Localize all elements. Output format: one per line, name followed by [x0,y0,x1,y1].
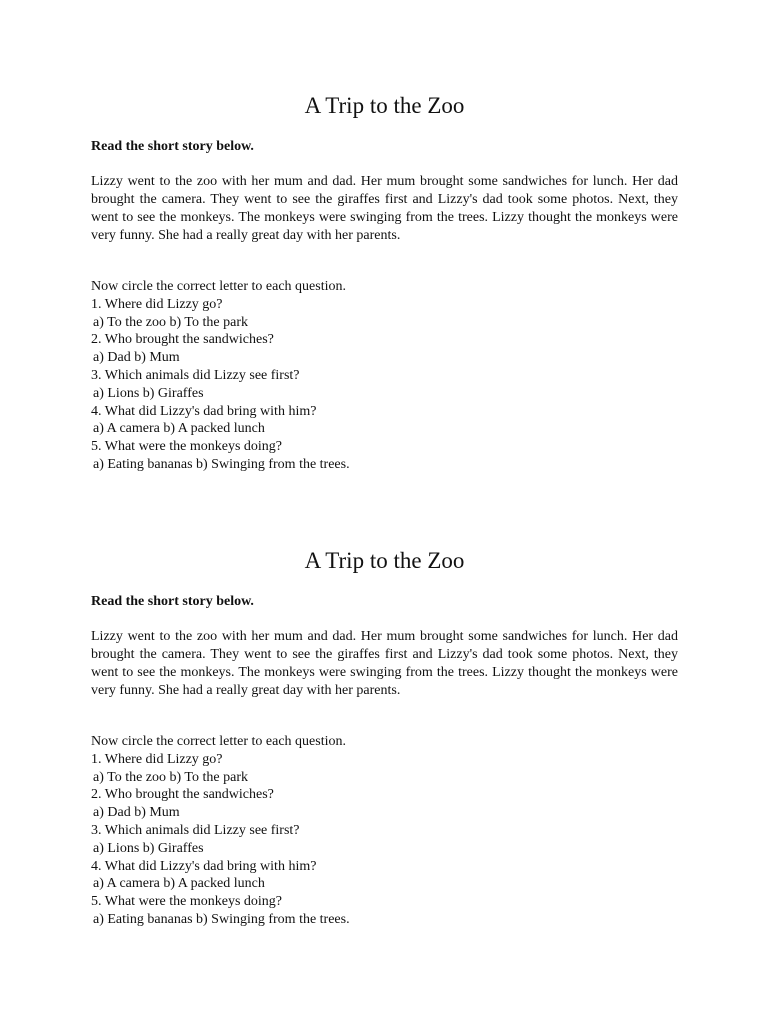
answer-options-1: a) To the zoo b) To the park [93,314,248,330]
answer-options-4: a) A camera b) A packed lunch [93,421,265,437]
worksheet-title: A Trip to the Zoo [304,93,465,118]
answer-options-1: a) To the zoo b) To the park [93,769,248,785]
answer-options-4: a) A camera b) A packed lunch [93,876,265,892]
quiz-block [91,733,678,929]
question-1: 1. Where did Lizzy go? [91,296,223,312]
answer-options-5: a) Eating bananas b) Swinging from the trees. [93,456,350,472]
question-4: 4. What did Lizzy's dad bring with him? [91,858,317,874]
quiz-intro: Now circle the correct letter to each question. [91,279,346,294]
question-3: 3. Which animals did Lizzy see first? [91,367,300,383]
question-2: 2. Who brought the sandwiches? [91,787,274,803]
worksheet-section-1 [91,92,678,474]
story-paragraph: Lizzy went to the zoo with her mum and dad. Her mum brought some sandwiches for lunch. Her dad brought the camera. They went to see the giraffes first and Lizzy's dad took some photos. Next, they went to see the monkeys. The monkeys were swinging from the trees. Lizzy thought the monkeys were very funny. She had a really great day with her parents. [91,174,678,243]
answer-options-2: a) Dad b) Mum [93,350,180,366]
question-3: 3. Which animals did Lizzy see first? [91,822,300,838]
question-1: 1. Where did Lizzy go? [91,751,223,767]
answer-options-3: a) Lions b) Giraffes [93,385,204,401]
question-5: 5. What were the monkeys doing? [91,894,283,910]
question-2: 2. Who brought the sandwiches? [91,332,274,348]
worksheet-section-2 [91,547,678,929]
question-4: 4. What did Lizzy's dad bring with him? [91,403,317,419]
answer-options-2: a) Dad b) Mum [93,805,180,821]
story-paragraph: Lizzy went to the zoo with her mum and dad. Her mum brought some sandwiches for lunch. Her dad brought the camera. They went to see the giraffes first and Lizzy's dad took some photos. Next, they went to see the monkeys. The monkeys were swinging from the trees. Lizzy thought the monkeys were very funny. She had a really great day with her parents. [91,629,678,698]
reading-instruction: Read the short story below. [91,594,254,609]
reading-instruction: Read the short story below. [91,139,254,154]
worksheet-title: A Trip to the Zoo [304,548,465,573]
quiz-block [91,278,678,474]
answer-options-5: a) Eating bananas b) Swinging from the trees. [93,911,350,927]
quiz-intro: Now circle the correct letter to each question. [91,734,346,749]
question-5: 5. What were the monkeys doing? [91,439,283,455]
answer-options-3: a) Lions b) Giraffes [93,840,204,856]
